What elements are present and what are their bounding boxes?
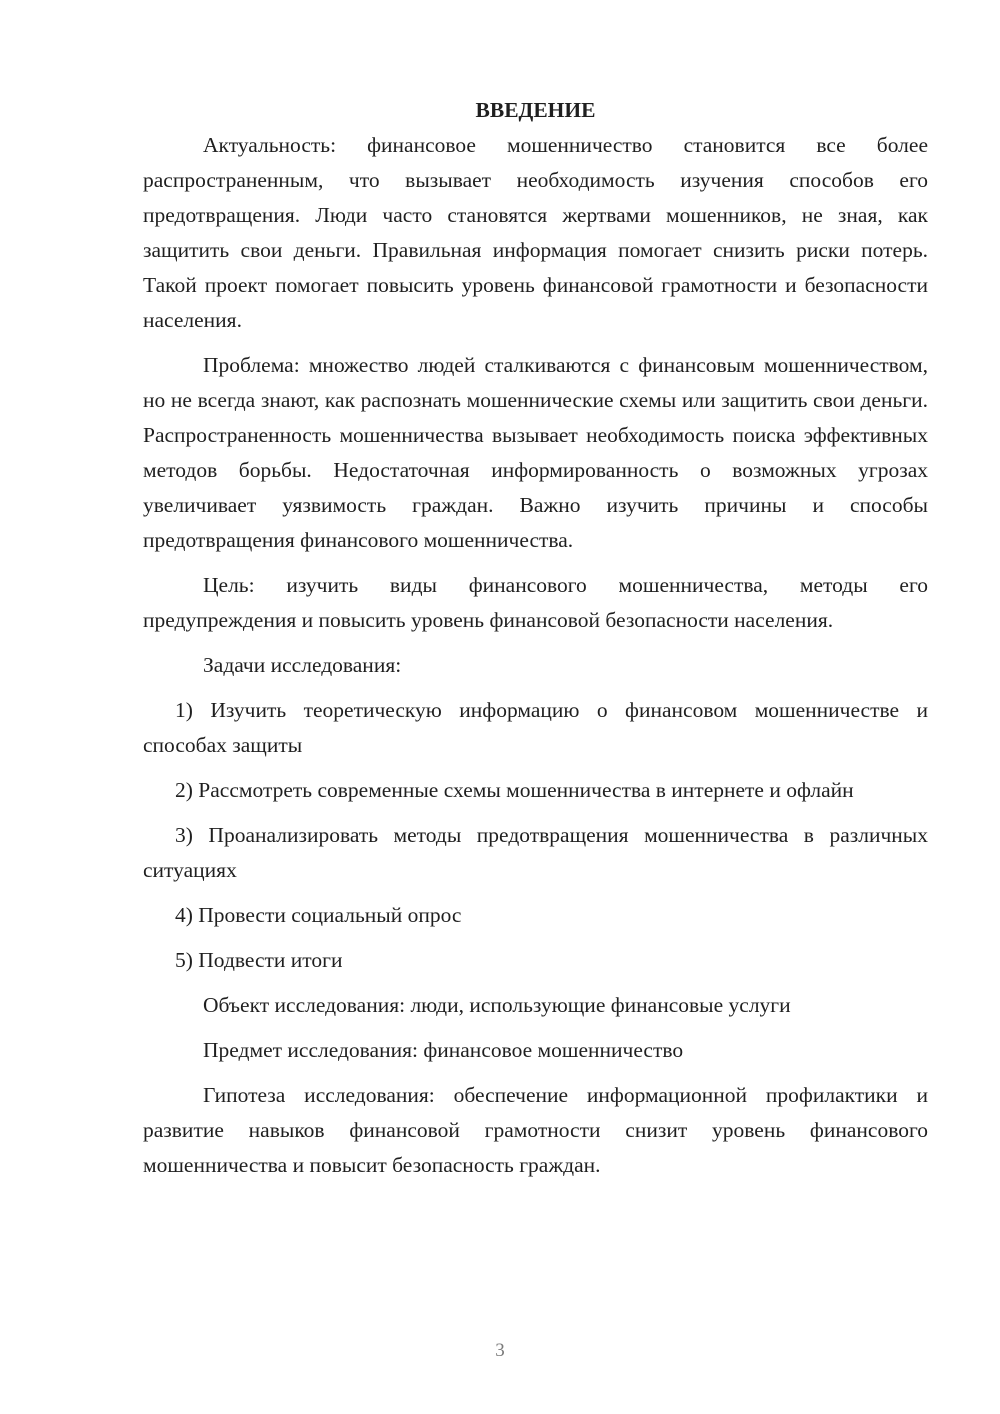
object-paragraph: Объект исследования: люди, использующие финансовые услуги [203,993,791,1017]
subject-paragraph: Предмет исследования: финансовое мошенничество [203,1038,684,1062]
problem-paragraph: Проблема: множество людей сталкиваются с финансовым мошенничеством, но не всегда знают, как распознать мошеннические схемы или защитить свои деньги. Распространенность мошенничества вызывает необходимость поиска эффективных методов борьбы. Недостаточная информированность о возможных угрозах увеличивает уязвимость граждан. Важно изучить причины и способы предотвращения финансового мошенничества. [143,353,928,552]
task-item-5: 5) Подвести итоги [175,948,343,972]
tasks-heading: Задачи исследования: [203,653,402,677]
goal-paragraph: Цель: изучить виды финансового мошенничества, методы его предупреждения и повысить уровень финансовой безопасности населения. [143,573,928,632]
section-title: ВВЕДЕНИЕ [475,98,596,122]
page-content [143,93,928,1183]
task-item-2: 2) Рассмотреть современные схемы мошенничества в интернете и офлайн [175,778,854,802]
page-number: 3 [495,1340,505,1361]
relevance-paragraph: Актуальность: финансовое мошенничество становится все более распространенным, что вызывает необходимость изучения способов его предотвращения. Люди часто становятся жертвами мошенников, не зная, как защитить свои деньги. Правильная информация помогает снизить риски потерь. Такой проект помогает повысить уровень финансовой грамотности и безопасности населения. [143,133,928,332]
task-item-3: 3) Проанализировать методы предотвращения мошенничества в различных ситуациях [143,823,928,882]
task-item-4: 4) Провести социальный опрос [175,903,462,927]
hypothesis-paragraph: Гипотеза исследования: обеспечение информационной профилактики и развитие навыков финансовой грамотности снизит уровень финансового мошенничества и повысит безопасность граждан. [143,1083,928,1177]
task-item-1: 1) Изучить теоретическую информацию о финансовом мошенничестве и способах защиты [143,698,928,757]
